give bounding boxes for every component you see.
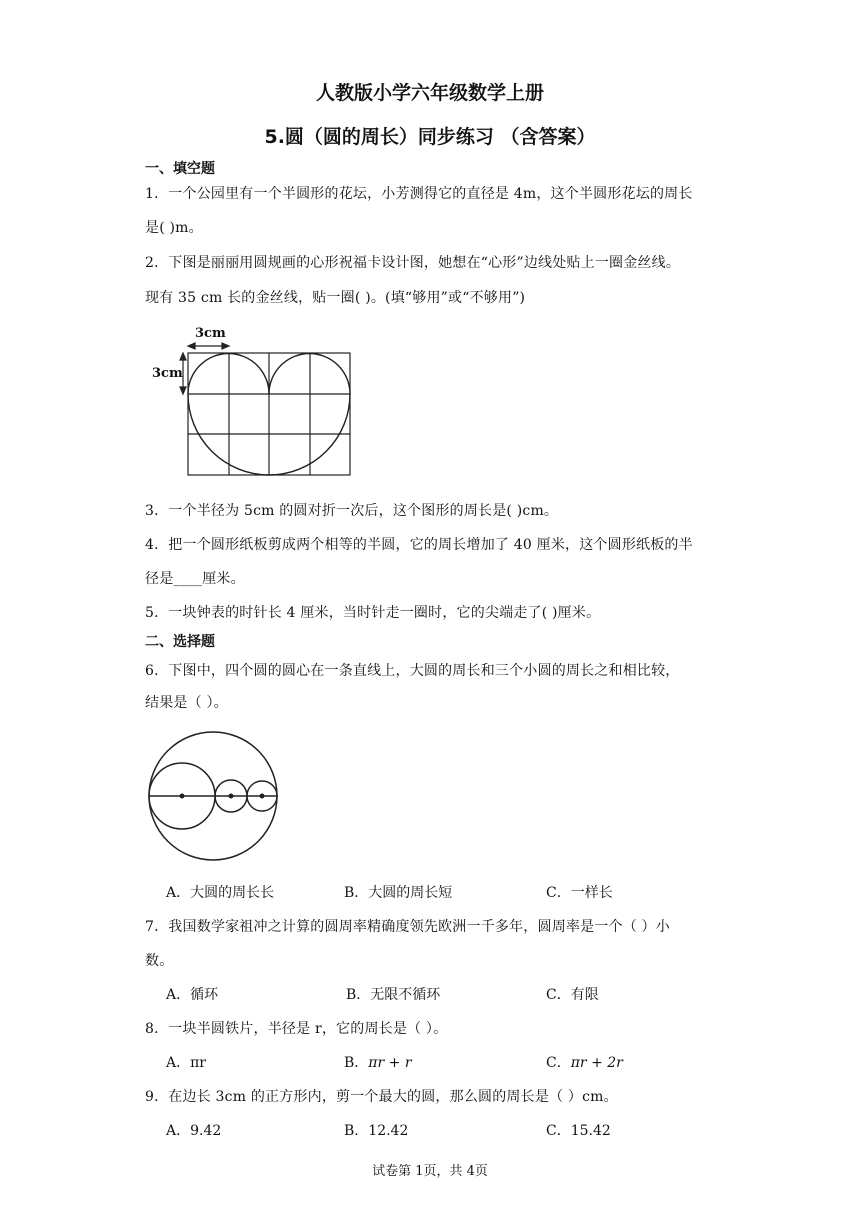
question-9: 9．在边长 3cm 的正方形内，剪一个最大的圆，那么圆的周长是（ ）cm。	[145, 1089, 618, 1105]
question-7-line-2: 数。	[145, 953, 174, 969]
question-7-line-1: 7．我国数学家祖冲之计算的圆周率精确度领先欧洲一千多年，圆周率是一个（ ）小	[145, 919, 670, 935]
q8-option-c[interactable]	[546, 1053, 623, 1073]
q6-option-c[interactable]: C．一样长	[546, 885, 613, 901]
q8-option-c-letter: C．	[546, 1055, 571, 1071]
q9-option-a[interactable]: A．9.42	[166, 1123, 222, 1139]
q6-option-b[interactable]: B．大圆的周长短	[344, 885, 453, 901]
q8-option-b-formula: πr + r	[368, 1055, 412, 1071]
question-4-line-2: 径是____厘米。	[145, 571, 245, 587]
question-8: 8．一块半圆铁片，半径是 r，它的周长是（ ）。	[145, 1021, 448, 1037]
q7-option-b[interactable]: B．无限不循环	[346, 987, 441, 1003]
section-fill-blank: 一、填空题	[145, 161, 215, 177]
question-1-line-2: 是( )m。	[145, 220, 203, 236]
question-1-line-1: 1．一个公园里有一个半圆形的花坛，小芳测得它的直径是 4m，这个半圆形花坛的周长	[145, 186, 693, 202]
document-subtitle: 5.圆（圆的周长）同步练习 （含答案）	[264, 126, 596, 148]
question-2-line-2: 现有 35 cm 长的金丝线，贴一圈( )。(填“够用”或“不够用”)	[145, 290, 526, 306]
section-multiple-choice: 二、选择题	[145, 634, 215, 650]
question-5: 5．一块钟表的时针长 4 厘米，当时针走一圈时，它的尖端走了( )厘米。	[145, 605, 601, 621]
q6-option-a[interactable]: A．大圆的周长长	[166, 885, 275, 901]
question-6-line-2: 结果是（ ）。	[145, 695, 228, 711]
q7-option-a[interactable]: A．循环	[166, 987, 219, 1003]
question-3: 3．一个半径为 5cm 的圆对折一次后，这个图形的周长是( )cm。	[145, 503, 559, 519]
dimension-label-top: 3cm	[195, 326, 226, 341]
question-4-line-1: 4．把一个圆形纸板剪成两个相等的半圆，它的周长增加了 40 厘米，这个圆形纸板的半	[145, 537, 693, 553]
q8-option-b[interactable]	[344, 1053, 412, 1073]
q9-option-b[interactable]: B．12.42	[344, 1123, 409, 1139]
page-footer: 试卷第 1页，共 4页	[372, 1164, 488, 1179]
q8-option-b-letter: B．	[344, 1055, 369, 1071]
dimension-label-left: 3cm	[152, 366, 183, 381]
question-2-line-1: 2．下图是丽丽用圆规画的心形祝福卡设计图，她想在“心形”边线处贴上一圈金丝线。	[145, 255, 681, 271]
q9-option-c[interactable]: C．15.42	[546, 1123, 611, 1139]
q8-option-a[interactable]: A．πr	[166, 1055, 207, 1071]
document-title: 人教版小学六年级数学上册	[315, 82, 544, 104]
question-6-line-1: 6．下图中，四个圆的圆心在一条直线上，大圆的周长和三个小圆的周长之和相比较，	[145, 663, 680, 679]
q7-option-c[interactable]: C．有限	[546, 987, 599, 1003]
q8-option-c-formula: πr + 2r	[570, 1055, 623, 1071]
